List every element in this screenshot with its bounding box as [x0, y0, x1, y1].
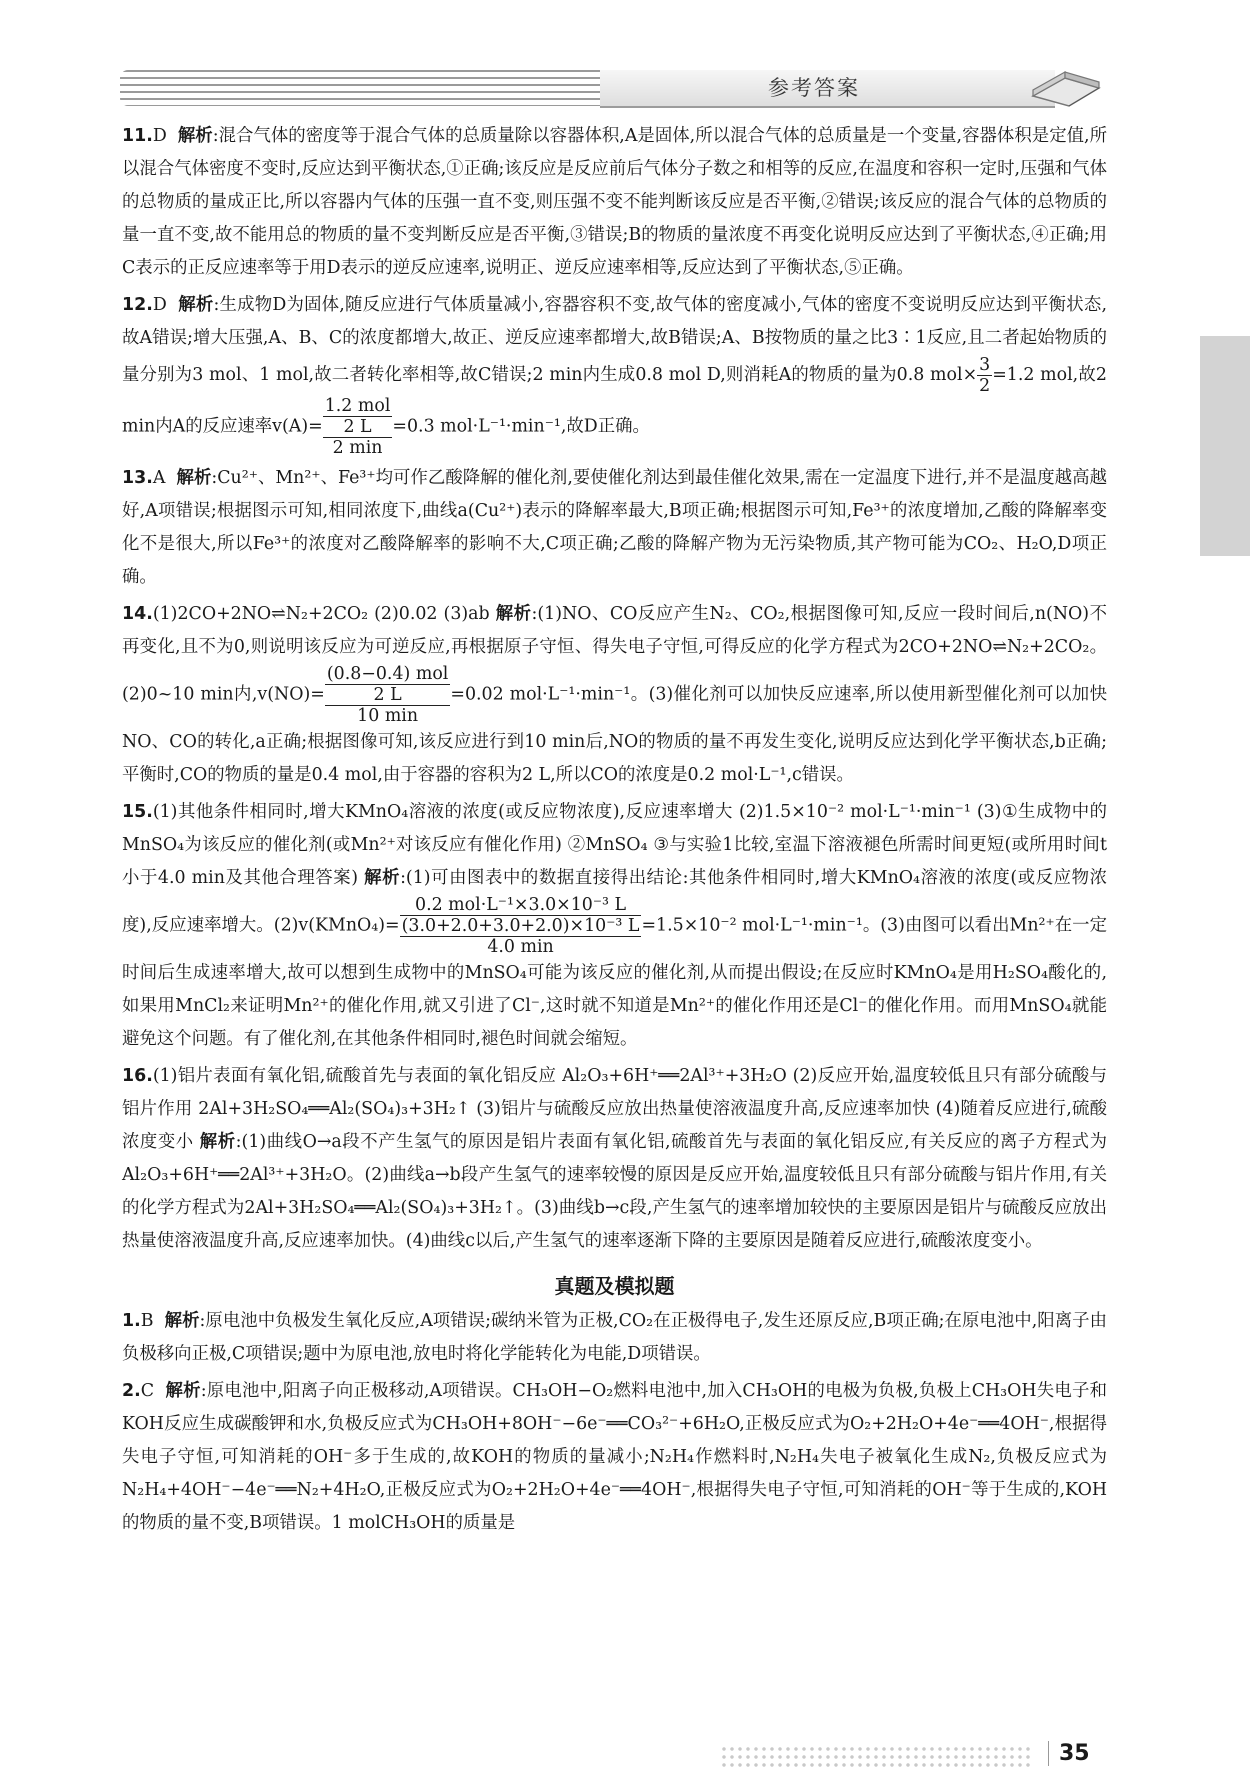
answer-12	[122, 289, 1107, 458]
denominator: 2 min	[332, 438, 383, 458]
answer-text: (1)其他条件相同时,增大KMnO₄溶液的浓度(或反应物浓度),反应速率增大 (2)1.5×10⁻² mol·L⁻¹·min⁻¹ (3)①生成物中的MnSO₄为该反应的催化剂(或Mn²⁺对该反应有催化作用) ②MnSO₄ ③与实验1比较,室温下溶液褪色所需时间更短(或所用时间t小于4.0 min及其他合理答案)	[122, 802, 1107, 888]
answer-15	[122, 796, 1107, 1056]
fraction	[977, 355, 992, 396]
question-number: 15.	[122, 802, 153, 822]
question-number: 16.	[122, 1066, 153, 1086]
inner-denominator: 2 L	[323, 417, 393, 438]
page-number: 35	[1048, 1741, 1090, 1766]
analysis-text: :(1)可由图表中的数据直接得出结论:其他条件相同时,增大KMnO₄溶液的浓度(或反应物浓度),反应速率增大。(2)v(KMnO₄)=	[122, 868, 1107, 936]
numerator: 0.2 mol·L⁻¹×3.0×10⁻³ L	[400, 895, 642, 916]
analysis-text: :原电池中,阳离子向正极移动,A项错误。CH₃OH−O₂燃料电池中,加入CH₃OH的电极为负极,负极上CH₃OH失电子和KOH反应生成碳酸钾和水,负极反应式为CH₃OH+8OH⁻−6e⁻══CO₃²⁻+6H₂O,正极反应式为O₂+2H₂O+4e⁻══4OH⁻,根据得失电子守恒,可知消耗的OH⁻多于生成的,故KOH的物质的量减小;N₂H₄作燃料时,N₂H₄失电子被氧化生成N₂,负极反应式为N₂H₄+4OH⁻−4e⁻══N₂+4H₂O,正极反应式为O₂+2H₂O+4e⁻══4OH⁻,根据得失电子守恒,可知消耗的OH⁻等于生成的,KOH的物质的量不变,B项错误。1 molCH₃OH的质量是	[122, 1381, 1107, 1533]
question-number: 13.	[122, 468, 153, 488]
numerator: (0.8−0.4) mol	[326, 664, 449, 684]
answer-letter: B	[140, 1311, 154, 1331]
analysis-text: 2CO+2NO⇌N₂+2CO₂。(2)0~10 min内,v(NO)=	[122, 637, 1107, 705]
numerator: 1.2 mol	[324, 396, 391, 416]
analysis-label: 解析	[199, 1132, 236, 1152]
inner-denominator: 2 L	[325, 685, 451, 706]
question-number: 2.	[122, 1381, 141, 1401]
denominator: 2	[979, 376, 991, 396]
analysis-text: :Cu²⁺、Mn²⁺、Fe³⁺均可作乙酸降解的催化剂,要使催化剂达到最佳催化效果,需在一定温度下进行,并不是温度越高越好,A项错误;根据图示可知,相同浓度下,曲线a(Cu²⁺)表示的降解率最大,B项正确;根据图示可知,Fe³⁺的浓度增加,乙酸的降解率变化不是很大,所以Fe³⁺的浓度对乙酸降解率的影响不大,C项正确;乙酸的降解产物为无污染物质,其产物可能为CO₂、H₂O,D项正确。	[122, 468, 1107, 587]
analysis-text: :生成物D为固体,随反应进行气体质量减小,容器容积不变,故气体的密度减小,气体的密度不变说明反应达到平衡状态,故A错误;增大压强,A、B、C的浓度都增大,故正、逆反应速率都增大,故B错误;A、B按物质的量之比3∶1反应,且二者起始物质的量分别为3 mol、1 mol,故二者转化率相等,故C错误;2 min内生成0.8 mol D,则消耗A的物质的量为0.8 mol×	[122, 295, 1107, 385]
analysis-label: 解析	[178, 295, 214, 315]
analysis-text: :(1)NO、CO反应产生N₂、CO₂,根据图像可知,反应一段时间后,n(NO)不再变化,且不为0,则说明该反应为可逆反应,再根据原子守恒、得失电子守恒,可得反应的化学方程式为	[122, 604, 1107, 657]
answer-letter: C	[140, 1381, 155, 1401]
side-tab	[1200, 336, 1250, 556]
book-icon	[1025, 58, 1105, 110]
footer-dots	[720, 1745, 1030, 1769]
section-title: 真题及模拟题	[554, 1274, 675, 1298]
answer-letter: A	[152, 468, 166, 488]
fraction	[323, 396, 393, 458]
answer-16	[122, 1060, 1107, 1258]
answer-1	[122, 1305, 1107, 1371]
analysis-text: :混合气体的密度等于混合气体的总质量除以容器体积,A是固体,所以混合气体的总质量是一个变量,容器体积是定值,所以混合气体密度不变时,反应达到平衡状态,①正确;该反应是反应前后气体分子数之和相等的反应,在温度和容积一定时,压强和气体的总物质的量成正比,所以容器内气体的压强一直不变,则压强不变不能判断该反应是否平衡,②错误;该反应的混合气体的总物质的量一直不变,故不能用总的物质的量不变判断反应是否平衡,③错误;B的物质的量浓度不再变化说明反应达到了平衡状态,④正确;用C表示的正反应速率等于用D表示的逆反应速率,说明正、逆反应速率相等,反应达到了平衡状态,⑤正确。	[122, 126, 1107, 278]
answer-content	[122, 120, 1107, 1544]
header-stripes	[120, 70, 600, 106]
analysis-label: 解析	[177, 126, 213, 146]
header-title: 参考答案	[768, 76, 860, 100]
answer-11	[122, 120, 1107, 285]
question-number: 11.	[122, 126, 153, 146]
analysis-text: :原电池中负极发生氧化反应,A项错误;碳纳米管为正极,CO₂在正极得电子,发生还原反应,B项正确;在原电池中,阳离子由负极移向正极,C项错误;题中为原电池,放电时将化学能转化为电能,D项错误。	[122, 1311, 1107, 1364]
answer-text: (1)2CO+2NO⇌N₂+2CO₂ (2)0.02 (3)ab	[152, 604, 496, 624]
page-header	[120, 58, 1105, 110]
denominator: 10 min	[357, 706, 419, 726]
question-number: 1.	[122, 1311, 141, 1331]
analysis-text: =1.2 mol,故2 min内A的反应速率v(A)=	[122, 365, 1107, 437]
answer-text: (1)铝片表面有氧化铝,硫酸首先与表面的氧化铝反应 Al₂O₃+6H⁺══2Al³⁺+3H₂O (2)反应开始,温度较低且只有部分硫酸与铝片作用 2Al+3H₂SO₄══Al₂(SO₄)₃+3H₂↑ (3)铝片与硫酸反应放出热量使溶液温度升高,反应速率加快 (4)随着反应进行,硫酸浓度变小	[122, 1066, 1107, 1152]
analysis-label: 解析	[364, 868, 401, 888]
numerator: 3	[979, 355, 991, 375]
inner-denominator: (3.0+2.0+3.0+2.0)×10⁻³ L	[401, 916, 640, 936]
page-footer	[0, 1735, 1250, 1775]
analysis-text: =0.02 mol·L⁻¹·min⁻¹。(3)催化剂可以加快反应速率,所以使用新型催化剂可以加快NO、CO的转化,a正确;根据图像可知,该反应进行到10 min后,NO的物质的量不再发生变化,说明反应达到化学平衡状态,b正确;平衡时,CO的物质的量是0.4 mol,由于容器的容积为2 L,所以CO的浓度是0.2 mol·L⁻¹,c错误。	[122, 684, 1108, 785]
analysis-label: 解析	[164, 1311, 200, 1331]
analysis-label: 解析	[165, 1381, 201, 1401]
question-number: 14.	[122, 604, 153, 624]
answer-letter: D	[152, 126, 167, 146]
answer-2	[122, 1375, 1107, 1540]
analysis-label: 解析	[176, 468, 212, 488]
analysis-label: 解析	[495, 604, 532, 624]
answer-letter: D	[152, 295, 167, 315]
question-number: 12.	[122, 295, 153, 315]
fraction	[325, 664, 451, 726]
answer-14	[122, 598, 1107, 792]
analysis-text: :(1)曲线O→a段不产生氢气的原因是铝片表面有氧化铝,硫酸首先与表面的氧化铝反应,有关反应的离子方程式为Al₂O₃+6H⁺══2Al³⁺+3H₂O。(2)曲线a→b段产生氢气的速率较慢的原因是反应开始,温度较低且只有部分硫酸与铝片作用,有关的化学方程式为2Al+3H₂SO₄══Al₂(SO₄)₃+3H₂↑。(3)曲线b→c段,产生氢气的速率增加较快的主要原因是铝片与硫酸反应放出热量使溶液温度升高,反应速率加快。(4)曲线c以后,产生氢气的速率逐渐下降的主要原因是随着反应进行,硫酸浓度变小。	[122, 1132, 1107, 1251]
denominator: 4.0 min	[487, 937, 554, 957]
analysis-text: =0.3 mol·L⁻¹·min⁻¹,故D正确。	[392, 416, 650, 437]
fraction	[400, 895, 642, 957]
answer-13	[122, 462, 1107, 594]
analysis-text: =1.5×10⁻² mol·L⁻¹·min⁻¹。(3)由图可以看出Mn²⁺在一定时间后生成速率增大,故可以想到生成物中的MnSO₄可能为该反应的催化剂,从而提出假设;在反应时KMnO₄是用H₂SO₄酸化的,如果用MnCl₂来证明Mn²⁺的催化作用,就又引进了Cl⁻,这时就不知道是Mn²⁺的催化作用还是Cl⁻的催化作用。而用MnSO₄就能避免这个问题。有了催化剂,在其他条件相同时,褪色时间就会缩短。	[122, 915, 1107, 1049]
